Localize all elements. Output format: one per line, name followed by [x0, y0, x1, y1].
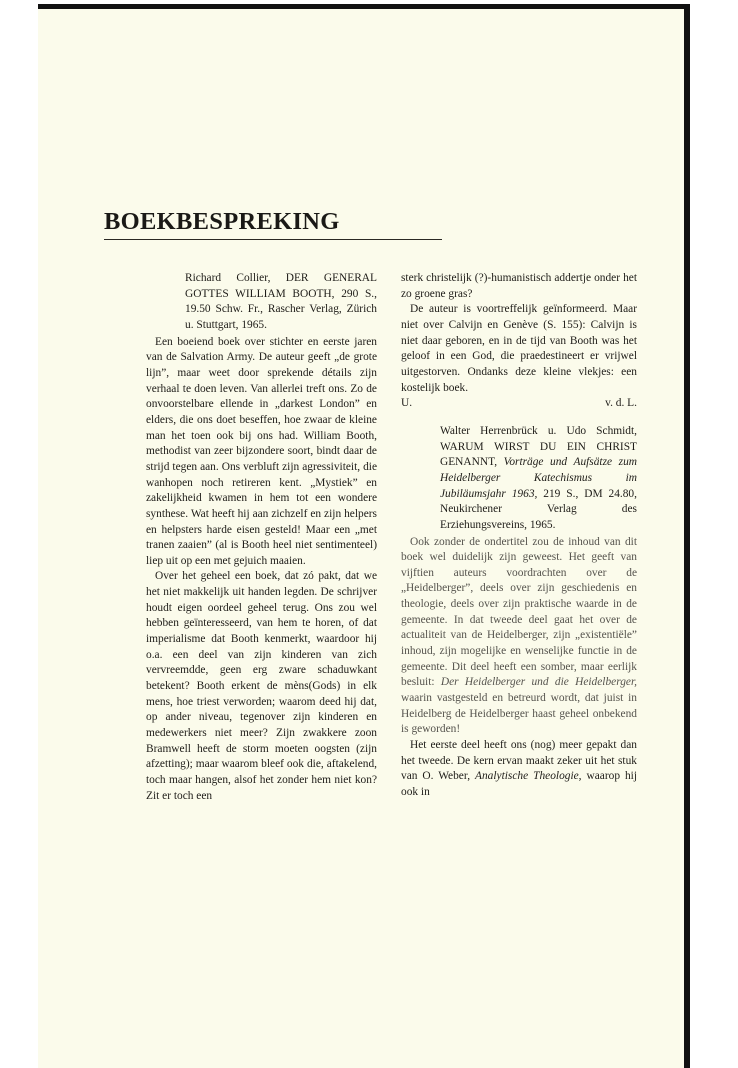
review2-paragraph-2	[401, 738, 637, 801]
heading-underline	[104, 239, 442, 240]
review2-paragraph-1-italic: Der Heidelberger und die Heidelberger,	[440, 676, 637, 689]
page-heading: BOEKBESPREKING	[104, 208, 340, 235]
review2-paragraph-2-italic: Analytische Theologie,	[475, 770, 582, 783]
review1-paragraph-4: De auteur is voortreffelijk geïnformeerd. Maar niet over Calvijn en Genève (S. 155): Calvijn is niet daar geboren, en in de tijd van Booth was het geloof in een God, die praedestineert er vrijwel uitgestorven. Ondanks deze kleine vlekjes: een kostelijk boek.	[401, 303, 637, 394]
signature-right: v. d. L.	[605, 397, 637, 410]
review1-signature	[401, 396, 637, 412]
review2-reference-subtitle: Vorträge und Aufsätze zum Heidelberger Katechismus im Jubiläumsjahr 1963,	[440, 456, 637, 500]
review2-paragraph-1-text: Ook zonder de ondertitel zou de inhoud van dit boek wel duidelijk zijn geweest. Het geeft van vijftien auteurs voordrachten over de „Heidelberger”, deels over zijn geschiedenis en theologie, deels over zijn praktische waarde in de gemeente. In dat tweede deel gaat het over de actualiteit van de Heidelberger, zijn „existentiële” inhoud, zijn mogelijke en wenselijke functie in de gemeente. Dit deel heeft een somber, maar eerlijk besluit:	[401, 535, 637, 689]
review1-paragraph-3: sterk christelijk (?)-humanistisch addertje onder het zo groene gras?	[401, 272, 637, 300]
signature-left: U.	[401, 397, 413, 410]
review2-paragraph-2-text: Het eerste deel heeft ons (nog) meer gepakt dan het tweede. De kern ervan maakt zeker uit het stuk van O. Weber,	[401, 739, 637, 783]
right-column	[401, 271, 637, 801]
review2-reference-text: Walter Herrenbrück u. Udo Schmidt, WARUM WIRST DU EIN CHRIST GENANNT,	[440, 424, 637, 469]
review2-paragraph-1	[401, 535, 637, 739]
review2-reference	[401, 424, 637, 534]
review1-paragraph-2: Over het geheel een boek, dat zó pakt, dat we het niet makkelijk uit handen legden. De schrijver houdt eigen oordeel geheel terug. Ons zou wel hebben geïnteresseerd, van hem te horen, of dat imperialisme dat Booth kenmerkt, waardoor hij o.a. een deel van zijn kinderen van zich vervreemdde, geen erg zware schaduwkant betekent? Booth erkent de mèns(Gods) in elk mens, hoe triest verworden; waarom deed hij dat, op ander niveau, tegenover zijn kinderen en medewerkers niet meer? Zijn zwakkere zoon Bramwell heeft de storm moeten oogsten (zijn afzetting); maar waarom bleef ook die, aftakelend, toch maar hangen, alsof het zonder hem niet kon? Zit er toch een	[146, 570, 377, 802]
left-column	[146, 271, 377, 804]
review1-paragraph-1: Een boeiend boek over stichter en eerste jaren van de Salvation Army. De auteur geeft „de grote lijn”, maar weet door sprekende détails zijn verhaal te doen leven. Van allerlei treft ons. Zo de onvoorstelbare ellende in „darkest London” en elders, die ons doet beseffen, hoe zwaar de kleine man het toen ook bij ons had. William Booth, methodist van zeer bijzondere soort, bindt daar de strijd tegen aan. Ons verbluft zijn agressiviteit, die wanhopen noch retireren kent. „Mystiek” en zakelijkheid kwamen in hem tot een wondere synthese. Wat heeft hij aan zichzelf en zijn helpers en helpsters harde eisen gesteld! Maar een „met tranen zaaien” (al is Booth heel niet sentimenteel) liep uit op een met gejuich maaien.	[146, 335, 377, 567]
review2-paragraph-1-tail: waarin vastgesteld en betreurd wordt, dat juist in Heidelberg de Heidelberger haast geheel onbekend is geworden!	[401, 692, 637, 736]
review2-paragraph-2-tail: waarop hij ook in	[401, 770, 638, 798]
review2-reference-publisher: 219 S., DM 24.80, Neukirchener Verlag des Erziehungsvereins, 1965.	[440, 487, 637, 531]
review1-reference: Richard Collier, DER GENERAL GOTTES WILLIAM BOOTH, 290 S., 19.50 Schw. Fr., Rascher Verlag, Zürich u. Stuttgart, 1965.	[185, 272, 377, 331]
